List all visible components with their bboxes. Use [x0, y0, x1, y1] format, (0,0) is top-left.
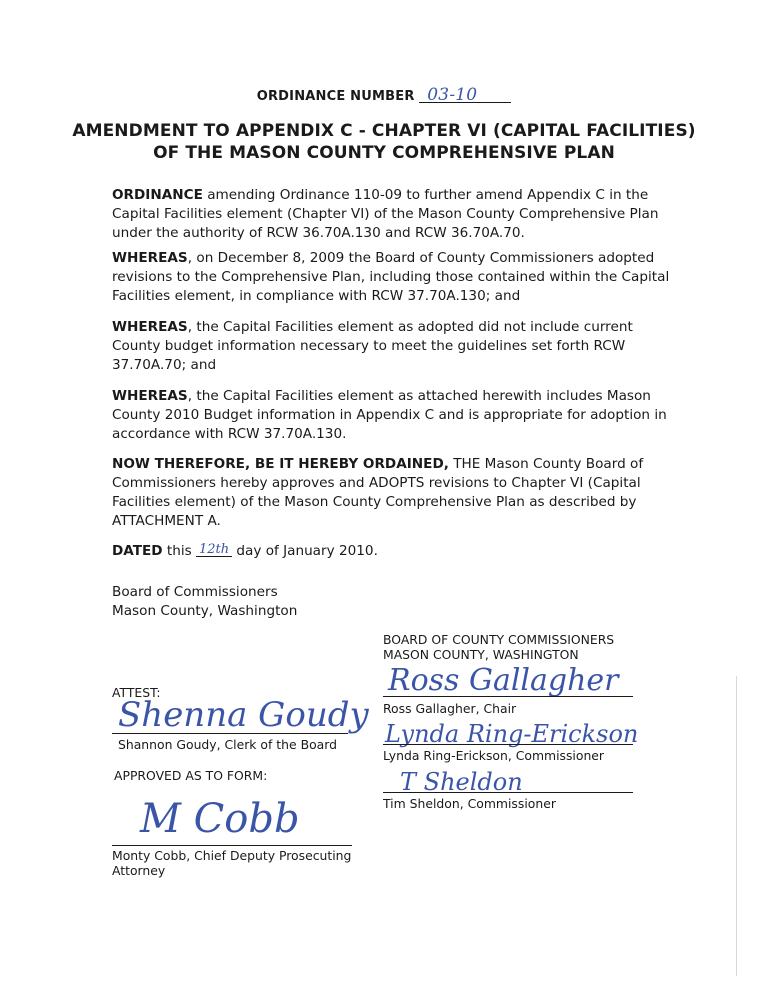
dated-post: day of January 2010. [232, 543, 378, 559]
commissioner1-signature-line [383, 744, 633, 745]
document-title [0, 120, 768, 164]
commissioner2-name: Tim Sheldon, Commissioner [383, 796, 556, 811]
paragraph-lead: ORDINANCE [112, 187, 203, 203]
clerk-signature: Shenna Goudy [118, 695, 369, 735]
chair-signature-line [383, 696, 633, 697]
paragraph-text: amending Ordinance 110-09 to further amend Appendix C in the Capital Facilities element (Chapter VI) of the Mason County Comprehensive Plan under the authority of RCW 36.70A.130 and RCW 36.70A.70. [112, 187, 659, 241]
ordinance-number-value: 03-10 [419, 88, 511, 103]
ordinance-number-label: ORDINANCE NUMBER [256, 89, 415, 104]
paragraph-ordinance [112, 186, 672, 243]
clerk-signature-line [112, 733, 348, 734]
dated-line [112, 542, 378, 561]
paragraph-text: THE Mason County Board of Commissioners hereby approves and ADOPTS revisions to Chapter VI (Capital Facilities element) of the Mason County Comprehensive Plan as described by ATTACHMENT A. [112, 456, 644, 529]
board-line-1: Board of Commissioners [112, 584, 278, 600]
board-line-2: Mason County, Washington [112, 603, 298, 619]
board-block [112, 583, 297, 621]
paragraph-whereas-1 [112, 249, 672, 306]
attorney-signature: M Cobb [140, 796, 300, 842]
chair-name: Ross Gallagher, Chair [383, 701, 517, 716]
ordinance-number-line [0, 85, 768, 105]
chair-signature: Ross Gallagher [388, 663, 619, 698]
paragraph-whereas-2 [112, 318, 672, 375]
attest-label: ATTEST: [112, 685, 161, 700]
paragraph-lead: NOW THEREFORE, BE IT HEREBY ORDAINED, [112, 456, 449, 472]
paragraph-lead: WHEREAS [112, 319, 188, 335]
commissioner2-signature: T Sheldon [400, 768, 523, 796]
bocc-heading [383, 632, 614, 662]
paragraph-text: , the Capital Facilities element as attached herewith includes Mason County 2010 Budget information in Appendix C and is appropriate for adoption in accordance with RCW 37.70A.130. [112, 388, 667, 442]
dated-lead: DATED [112, 543, 163, 559]
paragraph-whereas-3 [112, 387, 672, 444]
bocc-line-2: MASON COUNTY, WASHINGTON [383, 647, 579, 662]
dated-day-blank [196, 543, 232, 557]
commissioner1-name: Lynda Ring-Erickson, Commissioner [383, 748, 605, 763]
dated-day: 12th [198, 542, 230, 557]
paragraph-lead: WHEREAS [112, 250, 188, 266]
attorney-signature-line [112, 845, 352, 846]
commissioner2-signature-line [383, 792, 633, 793]
title-line-2: OF THE MASON COUNTY COMPREHENSIVE PLAN [153, 143, 615, 163]
paragraph-lead: WHEREAS [112, 388, 188, 404]
attorney-name-line-1: Monty Cobb, Chief Deputy Prosecuting [112, 848, 352, 863]
clerk-name: Shannon Goudy, Clerk of the Board [118, 737, 337, 752]
paragraph-ordained [112, 455, 672, 531]
attorney-name-line-2: Attorney [112, 863, 166, 878]
commissioner1-signature: Lynda Ring-Erickson [385, 720, 639, 748]
dated-pre: this [162, 543, 197, 559]
title-line-1: AMENDMENT TO APPENDIX C - CHAPTER VI (CAPITAL FACILITIES) [72, 121, 696, 141]
approved-label: APPROVED AS TO FORM: [114, 768, 268, 783]
bocc-line-1: BOARD OF COUNTY COMMISSIONERS [383, 632, 615, 647]
scan-edge-mark [736, 676, 737, 976]
paragraph-text: , the Capital Facilities element as adopted did not include current County budget information necessary to meet the guidelines set forth RCW 37.70A.70; and [112, 319, 633, 373]
paragraph-text: , on December 8, 2009 the Board of County Commissioners adopted revisions to the Comprehensive Plan, including those contained within the Capital Facilities element, in compliance with RCW 37.70A.130; and [112, 250, 670, 304]
